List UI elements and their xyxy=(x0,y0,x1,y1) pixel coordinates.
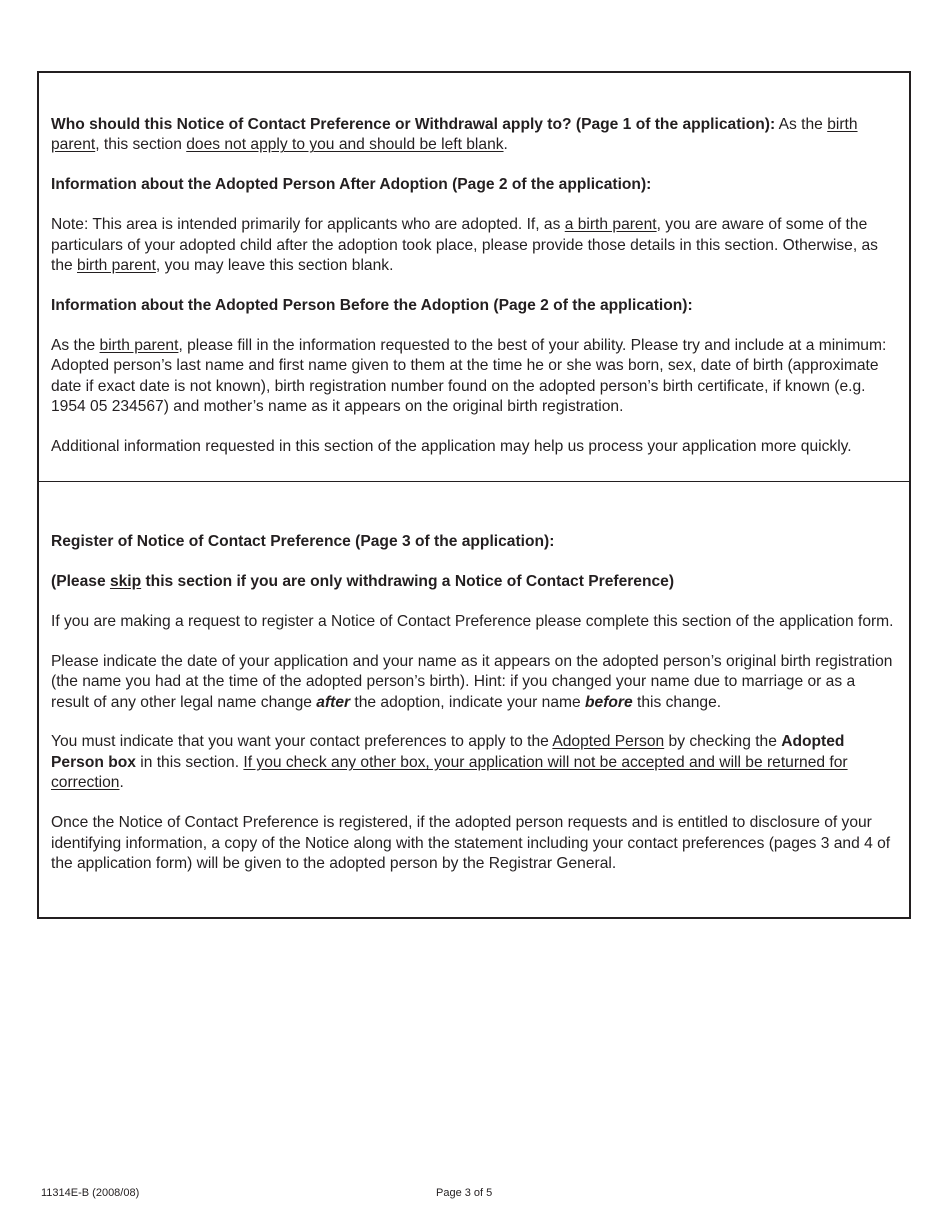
indicate-name-paragraph: Please indicate the date of your application and your name as it appears on the adopted person’s original birth registration (the name you had at the time of the adopted person’s birth). Hint: if you changed your name due to marriage or as a result of any other legal name change after the adoption, indicate your name before this change. xyxy=(51,652,893,711)
register-heading: Register of Notice of Contact Preference (Page 3 of the application): xyxy=(51,533,555,550)
form-number: 11314E-B (2008/08) xyxy=(41,1187,140,1199)
after-adoption-note: Note: This area is intended primarily for applicants who are adopted. If, as a birth parent, you are aware of some of the particulars of your adopted child after the adoption took place, please provide those details in this section. Otherwise, as the birth parent, you may leave this section blank. xyxy=(51,216,878,275)
making-request-paragraph: If you are making a request to register a Notice of Contact Preference please complete this section of the application form. xyxy=(51,612,894,630)
section-divider xyxy=(39,481,909,482)
once-registered-paragraph: Once the Notice of Contact Preference is registered, if the adopted person requests and is entitled to disclosure of your identifying information, a copy of the Notice along with the statement including your contact preferences (pages 3 and 4 of the application form) will be given to the adopted person by the Registrar General. xyxy=(51,814,891,872)
page-number: Page 3 of 5 xyxy=(436,1187,493,1199)
before-adoption-heading: Information about the Adopted Person Before the Adoption (Page 2 of the application): xyxy=(51,296,693,314)
additional-info-paragraph: Additional information requested in this section of the application may help us process your application more quickly. xyxy=(51,437,852,455)
apply-to-heading: Who should this Notice of Contact Preference or Withdrawal apply to? (Page 1 of the application): xyxy=(51,116,776,133)
skip-note: (Please skip this section if you are only withdrawing a Notice of Contact Preference) xyxy=(51,572,675,590)
before-adoption-paragraph: As the birth parent, please fill in the information requested to the best of your ability. Please try and include at a minimum: Adopted person’s last name and first name given to them at the time he or she was born, sex, date of birth (approximate date if exact date is not known), birth registration number found on the adopted person’s birth certificate, if known (e.g. 1954 05 234567) and mother’s name as it appears on the original birth registration. xyxy=(51,336,887,416)
adopted-person-box-paragraph: You must indicate that you want your contact preferences to apply to the Adopted Person by checking the Adopted Person box in this section. If you check any other box, your application will not be accepted and will be returned for correction. xyxy=(51,733,848,792)
instructions-section-1 xyxy=(39,115,909,477)
after-adoption-heading: Information about the Adopted Person After Adoption (Page 2 of the application): xyxy=(51,176,652,194)
instructions-box xyxy=(37,71,911,919)
instructions-section-2 xyxy=(39,532,909,894)
apply-to-paragraph: Who should this Notice of Contact Preference or Withdrawal apply to? (Page 1 of the application): As the birth parent, this section does not apply to you and should be left blank. xyxy=(51,116,858,154)
